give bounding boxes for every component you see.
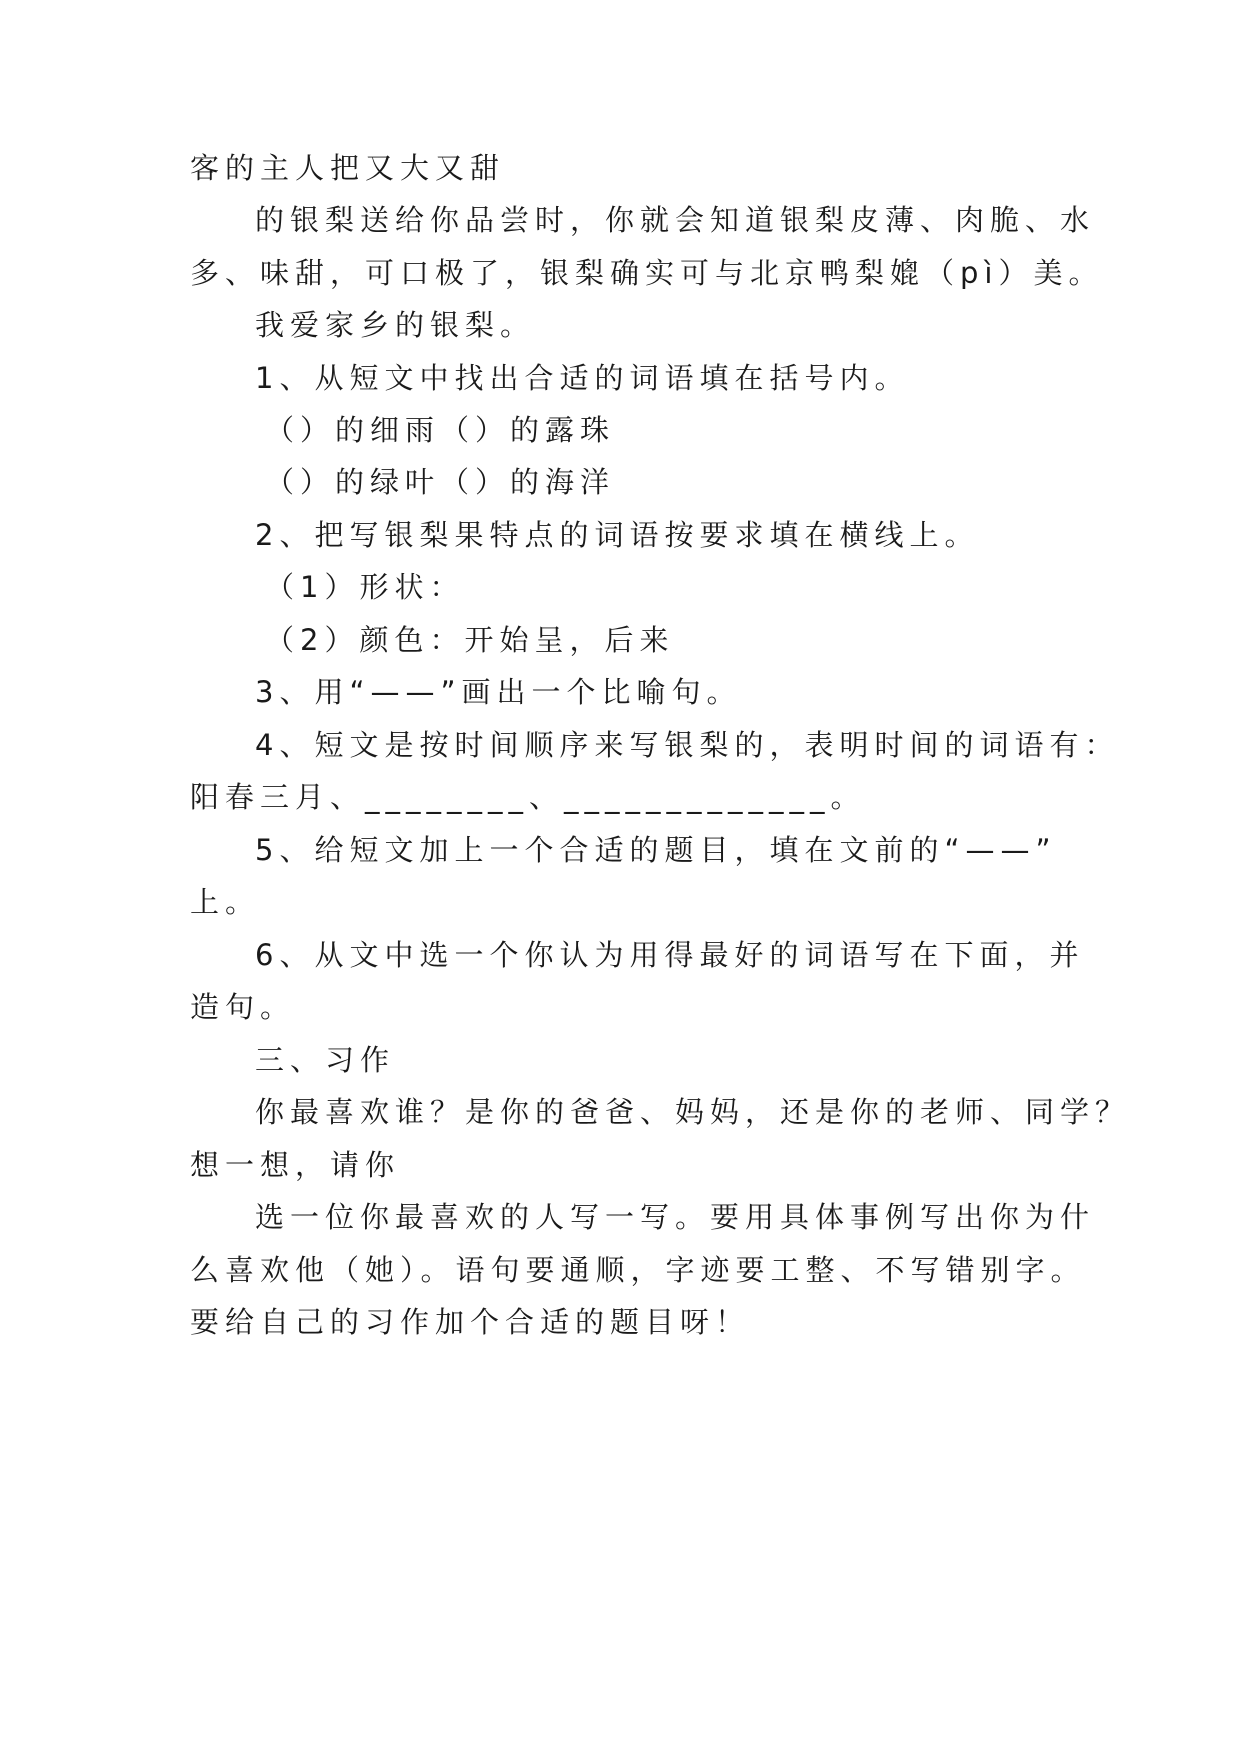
text-line: 么喜欢他（她）。语句要通顺，字迹要工整、不写错别字。 — [190, 1253, 1086, 1287]
sub-question: （2）颜色：开始呈，后来 — [265, 623, 675, 657]
text-line: 我爱家乡的银梨。 — [255, 308, 536, 342]
section-heading: 三、习作 — [255, 1043, 396, 1077]
text-line: 要给自己的习作加个合适的题目呀！ — [190, 1305, 751, 1339]
text-line: 的银梨送给你品尝时，你就会知道银梨皮薄、肉脆、水 — [255, 203, 1096, 237]
sub-question: （1）形状： — [265, 570, 465, 604]
question-3: 3、用“——”画出一个比喻句。 — [255, 675, 742, 709]
text-line: 多、味甜，可口极了，银梨确实可与北京鸭梨媲（pì）美。 — [190, 256, 1104, 290]
text-line: 选一位你最喜欢的人写一写。要用具体事例写出你为什 — [255, 1200, 1096, 1234]
text-line: 上。 — [190, 885, 261, 919]
text-line: 你最喜欢谁？是你的爸爸、妈妈，还是你的老师、同学？ — [255, 1095, 1131, 1129]
text-line: 阳春三月、________、_____________。 — [190, 780, 866, 814]
question-5: 5、给短文加上一个合适的题目，填在文前的“——” — [255, 833, 1057, 867]
text-line: 造句。 — [190, 990, 296, 1024]
question-4: 4、短文是按时间顺序来写银梨的，表明时间的词语有： — [255, 728, 1120, 762]
fill-blank-line: （）的绿叶（）的海洋 — [265, 465, 616, 499]
question-1: 1、从短文中找出合适的词语填在括号内。 — [255, 361, 910, 395]
fill-blank-line: （）的细雨（）的露珠 — [265, 413, 616, 447]
text-line: 客的主人把又大又甜 — [190, 151, 506, 185]
question-6: 6、从文中选一个你认为用得最好的词语写在下面，并 — [255, 938, 1085, 972]
text-line: 想一想，请你 — [190, 1148, 401, 1182]
question-2: 2、把写银梨果特点的词语按要求填在横线上。 — [255, 518, 980, 552]
